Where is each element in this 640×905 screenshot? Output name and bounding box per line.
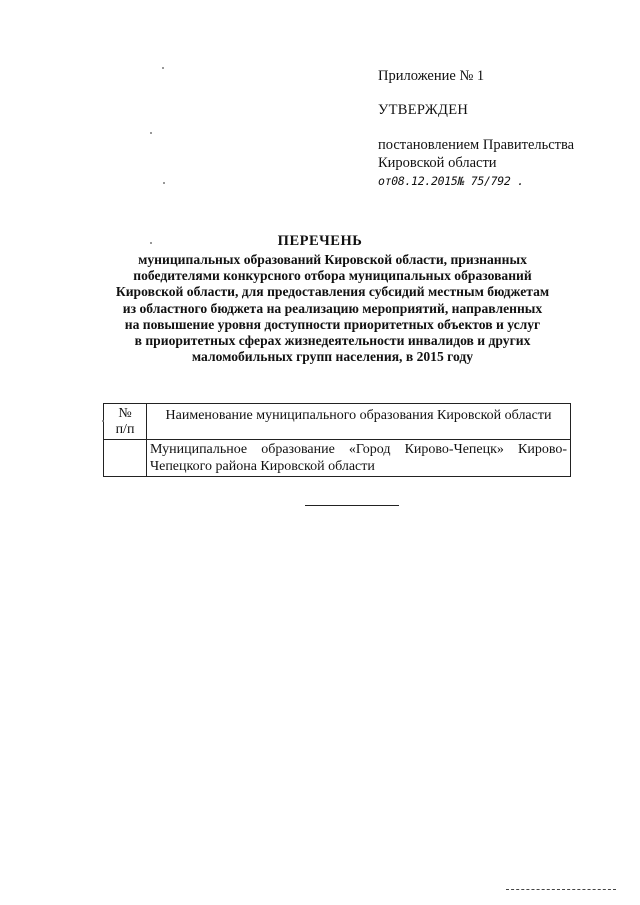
end-separator-line [305,505,399,506]
subtitle-line: муниципальных образований Кировской области, признанных [138,252,527,267]
column-header-name: Наименование муниципального образования Кировской области [147,404,571,440]
subtitle-line: из областного бюджета на реализацию мероприятий, направленных [122,300,543,316]
scan-speck [102,420,104,422]
scan-speck [163,182,165,184]
decree-date-number: от08.12.2015№ 75/792 . [378,174,524,188]
subtitle-line: Кировской области, для предоставления субсидий местным бюджетам [115,284,550,300]
subtitle-line: победителями конкурсного отбора муниципальных образований [133,268,532,284]
subtitle-line: в приоритетных сферах жизнедеятельности инвалидов и других [134,333,531,349]
footer-scan-mark [506,889,616,890]
scan-speck [150,132,152,134]
decree-line: Кировской области [378,155,497,171]
document-title: ПЕРЕЧЕНЬ [277,233,363,249]
decree-line: постановлением Правительства [378,137,575,153]
subtitle-line: маломобильных групп населения, в 2015 году [191,349,474,365]
row-name-cell: Муниципальное образование «Город Кирово-Чепецк» Кирово-Чепецкого района Кировской области [147,440,571,477]
table-row [104,440,571,477]
subtitle-line: на повышение уровня доступности приоритетных объектов и услуг [124,316,541,332]
scan-speck [162,67,164,69]
municipalities-table [103,403,571,477]
row-number-cell [104,440,147,477]
column-header-number: № п/п [104,404,147,440]
decree-reference [378,136,618,190]
table-header-row [104,404,571,440]
approved-label: УТВЕРЖДЕН [378,102,469,118]
scan-speck [150,242,152,244]
appendix-label: Приложение № 1 [378,68,485,84]
document-subtitle [90,252,575,365]
